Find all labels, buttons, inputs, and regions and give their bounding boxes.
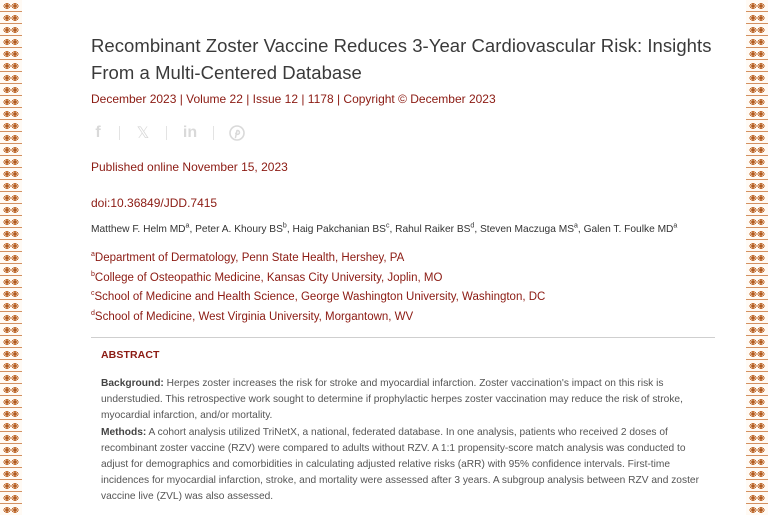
- affiliation-text: School of Medicine and Health Science, George Washington University, Washington, DC: [94, 291, 546, 303]
- background-text: Herpes zoster increases the risk for stroke and myocardial infarction. Zoster vaccination's impact on this risk is understudied. This retrospective work sought to determine if prophylactic herpes zoster vaccination may reduce the risk of stroke, myocardial infarction, and/or mortality.: [101, 378, 683, 422]
- doi-link[interactable]: doi:10.36849/JDD.7415: [91, 196, 218, 210]
- author-affiliation-marker: a: [673, 222, 678, 230]
- abstract-divider: [91, 337, 715, 338]
- author-name[interactable]: Matthew F. Helm MD: [91, 224, 186, 235]
- affiliation-marker: b: [91, 270, 95, 278]
- issue-info: December 2023 | Volume 22 | Issue 12 | 1178 | Copyright © December 2023: [91, 92, 496, 106]
- abstract-body: [101, 376, 709, 506]
- abstract-heading: ABSTRACT: [101, 349, 160, 361]
- affiliation-text: Department of Dermatology, Penn State Health, Hershey, PA: [94, 252, 405, 264]
- affiliation-text: College of Osteopathic Medicine, Kansas City University, Joplin, MO: [94, 271, 443, 284]
- article-title: Recombinant Zoster Vaccine Reduces 3-Year Cardiovascular Risk: Insights From a Multi-Centered Database: [91, 35, 712, 83]
- author-name[interactable]: Galen T. Foulke MD: [583, 224, 674, 235]
- author-affiliation-marker: d: [470, 222, 475, 230]
- methods-label: Methods:: [101, 426, 147, 438]
- pinterest-icon[interactable]: [228, 121, 246, 145]
- affiliation-item: [91, 249, 713, 269]
- divider: [166, 126, 167, 140]
- author-name[interactable]: Peter A. Khoury BS: [195, 224, 283, 235]
- abstract-section: [101, 348, 709, 506]
- affiliation-text: School of Medicine, West Virginia University, Morgantown, WV: [94, 310, 414, 323]
- affiliation-list: [91, 249, 713, 327]
- methods-text: A cohort analysis utilized TriNetX, a national, federated database. In one analysis, patients who received 2 doses of recombinant zoster vaccine (RZV) were compared to adults without RZV. A 1:1 propensity-score match analysis was conducted to adjust for demographics and comorbidities in calculating adjusted relative risks (aRR) with 95% confidence intervals. First-time incidences for myocardial infarction, stroke, and mortality were assessed after 3 years. A subgroup analysis between RZV and zoster vaccine live (ZVL) was also assessed.: [101, 426, 699, 503]
- article-header: [91, 32, 713, 327]
- decorative-border-left: [0, 0, 22, 515]
- decorative-border-right: [746, 0, 768, 515]
- author-name[interactable]: Haig Pakchanian BS: [292, 224, 386, 235]
- x-icon[interactable]: 𝕏: [136, 125, 150, 142]
- linkedin-icon[interactable]: in: [182, 124, 198, 141]
- background-label: Background:: [101, 378, 164, 389]
- affiliation-marker: d: [91, 309, 95, 317]
- affiliation-item: [91, 269, 713, 289]
- affiliation-item: [91, 288, 713, 308]
- affiliation-marker: c: [91, 290, 95, 298]
- author-affiliation-marker: c: [385, 222, 390, 230]
- divider: [119, 126, 120, 140]
- author-name[interactable]: Steven Maczuga MS: [480, 224, 574, 235]
- author-affiliation-marker: a: [574, 222, 578, 230]
- facebook-icon[interactable]: f: [95, 124, 101, 141]
- divider: [213, 126, 214, 140]
- author-name[interactable]: Rahul Raiker BS: [395, 224, 471, 235]
- social-share-bar: [91, 121, 713, 145]
- author-list: Matthew F. Helm $MD^a$, Peter A. Khoury $BS^b$, Haig Pakchanian $BS^c$, Rahul Raiker $BS^d$, Steven Maczuga $MS^a$, Galen T. Foulke $MD^a$: [91, 222, 678, 235]
- affiliation-marker: a: [91, 251, 95, 259]
- author-affiliation-marker: b: [282, 222, 287, 230]
- author-affiliation-marker: a: [185, 222, 190, 230]
- affiliation-item: [91, 308, 713, 328]
- published-date: Published online November 15, 2023: [91, 160, 288, 174]
